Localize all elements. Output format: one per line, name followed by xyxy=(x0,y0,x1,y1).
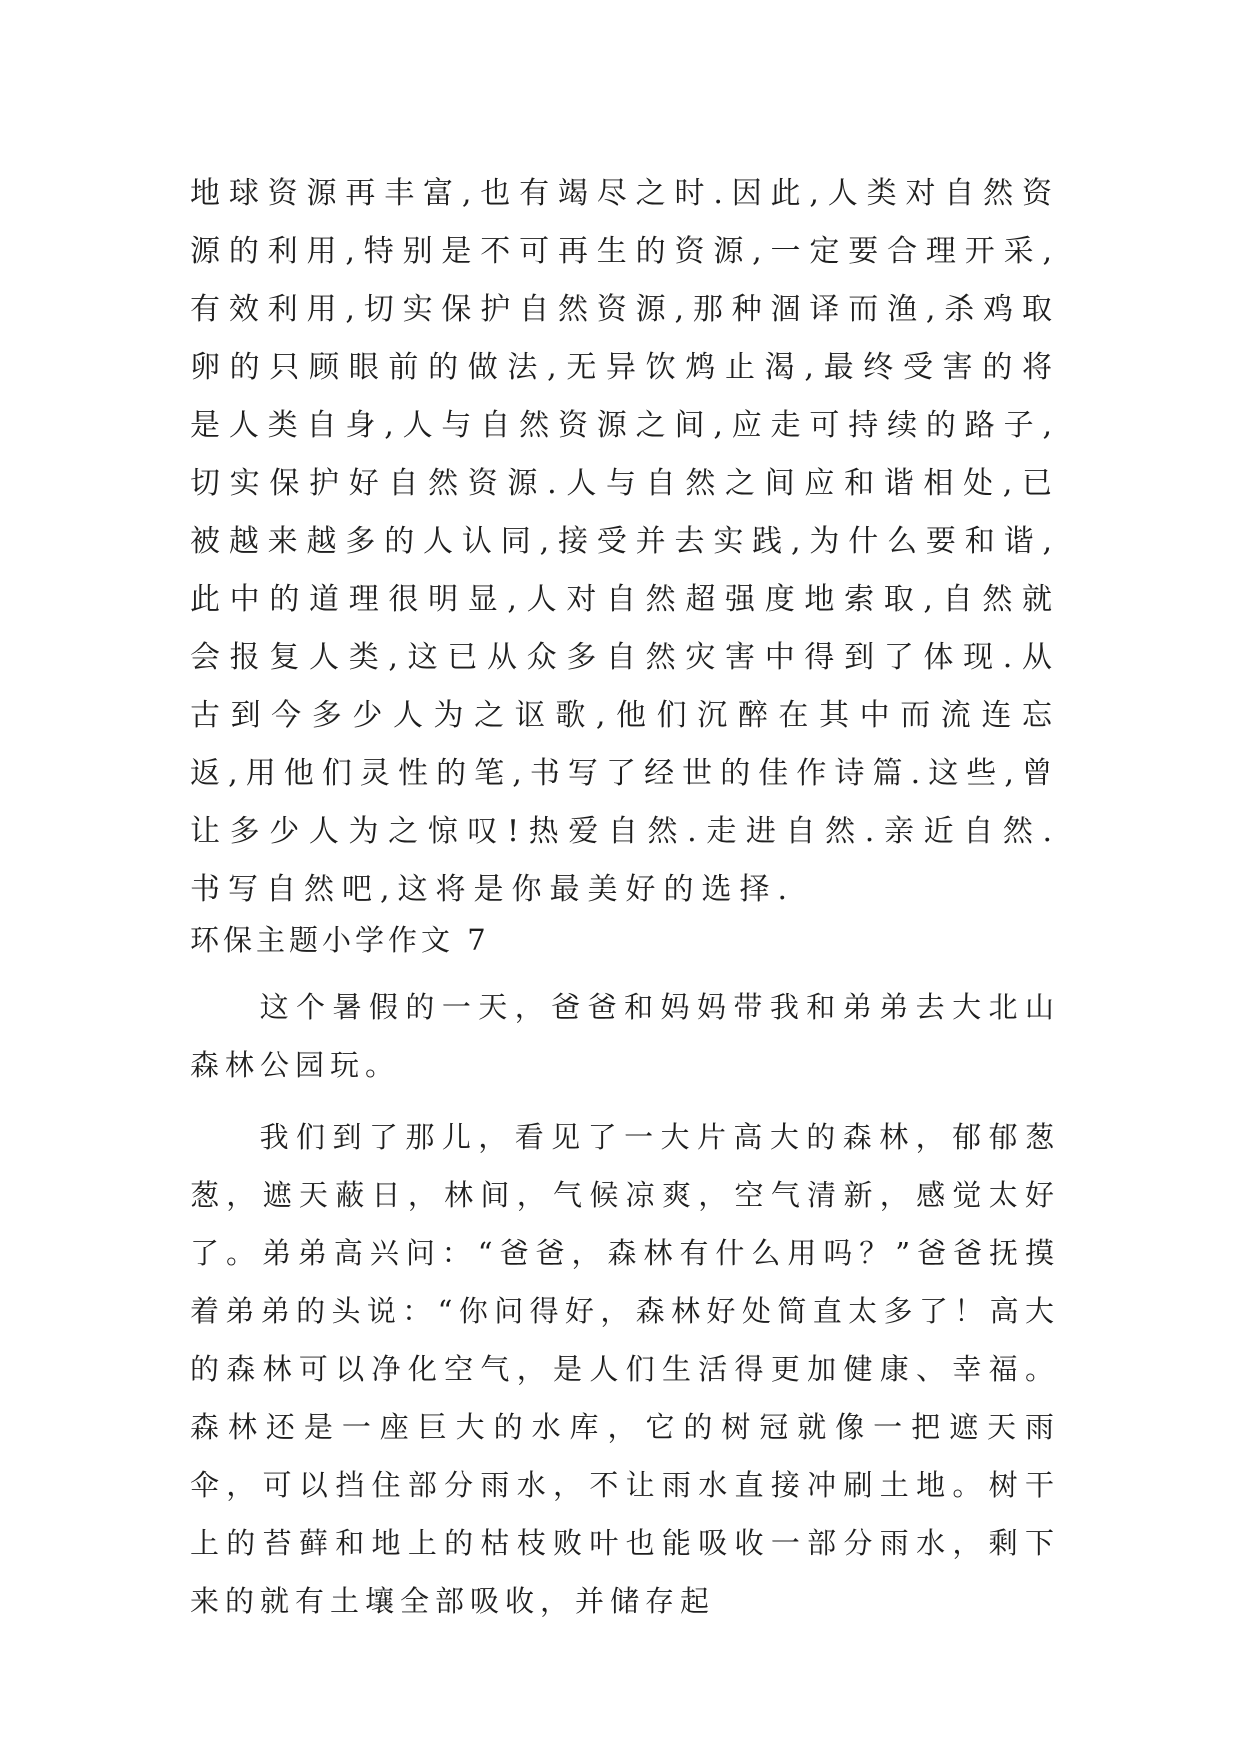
continued-paragraph xyxy=(190,165,1060,919)
essay-body xyxy=(190,978,1060,1630)
section-title: 环保主题小学作文 7 xyxy=(190,923,490,957)
essay-paragraph-1: 这个暑假的一天，爸爸和妈妈带我和弟弟去大北山森林公园玩。 xyxy=(190,990,1060,1082)
essay-paragraph-2: 我们到了那儿，看见了一大片高大的森林，郁郁葱葱，遮天蔽日，林间，气候凉爽，空气清新，感觉太好了。弟弟高兴问：“爸爸，森林有什么用吗？”爸爸抚摸着弟弟的头说：“你问得好，森林好处简直太多了！高大的森林可以净化空气，是人们生活得更加健康、幸福。森林还是一座巨大的水库，它的树冠就像一把遮天雨伞，可以挡住部分雨水，不让雨水直接冲刷土地。树干上的苔藓和地上的枯枝败叶也能吸收一部分雨水，剩下来的就有土壤全部吸收，并储存起 xyxy=(190,1120,1060,1618)
paragraph-text: 地球资源再丰富,也有竭尽之时.因此,人类对自然资源的利用,特别是不可再生的资源,一定要合理开采,有效利用,切实保护自然资源,那种涸译而渔,杀鸡取卵的只顾眼前的做法,无异饮鸩止渴,最终受害的将是人类自身,人与自然资源之间,应走可持续的路子,切实保护好自然资源.人与自然之间应和谐相处,已被越来越多的人认同,接受并去实践,为什么要和谐,此中的道理很明显,人对自然超强度地索取,自然就会报复人类,这已从众多自然灾害中得到了体现.从古到今多少人为之讴歌,他们沉醉在其中而流连忘返,用他们灵性的笔,书写了经世的佳作诗篇.这些,曾让多少人为之惊叹!热爱自然.走进自然.亲近自然.书写自然吧,这将是你最美好的选择. xyxy=(190,176,1060,907)
